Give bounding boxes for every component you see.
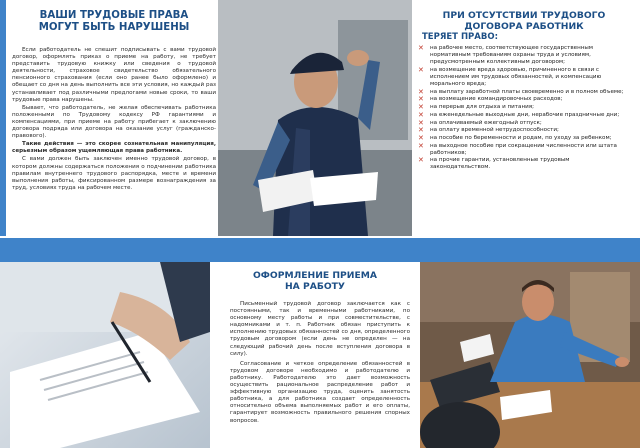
cross-icon: ✕ <box>418 133 424 142</box>
list-item: ✕ на еженедельные выходные дни, нерабочие праздничные дни; <box>418 110 620 119</box>
manager-illustration <box>420 262 640 448</box>
bottom-panel-text <box>230 301 410 425</box>
cross-icon: ✕ <box>418 65 424 74</box>
right-title-line2: ДОГОВОРА РАБОТНИК <box>464 21 584 32</box>
photo-angry-manager <box>420 262 640 448</box>
left-panel-text <box>12 47 216 192</box>
list-item: ✕ на перерыв для отдыха и питания; <box>418 103 534 112</box>
left-paragraph-3: Такие действия — это скорее сознательная манипуляция, серьезным образом ущемляющая права работника. <box>12 141 216 155</box>
left-title-line2: МОГУТ БЫТЬ НАРУШЕНЫ <box>38 22 190 33</box>
list-item: ✕ на оплачиваемый ежегодный отпуск; <box>418 118 542 127</box>
right-title-line1: ПРИ ОТСУТСТВИИ ТРУДОВОГО <box>442 10 606 21</box>
list-item: ✕ на выплату заработной платы своевременно и в полном объеме; <box>418 87 624 96</box>
right-panel-title <box>418 10 630 32</box>
bottom-panel-title <box>212 270 418 292</box>
photo-tired-worker <box>218 0 412 236</box>
right-panel <box>418 8 630 234</box>
list-item: ✕ на возмещение вреда здоровью, причиненного в связи с исполнением им трудовых обязанностей, и компенсацию морального вреда; <box>418 65 602 88</box>
worker-illustration <box>218 0 412 236</box>
cross-icon: ✕ <box>418 118 424 127</box>
cross-icon: ✕ <box>418 103 424 112</box>
bottom-paragraph-2: Согласование и четкое определение обязанностей в трудовом договоре необходимо и работодателю и работнику. Работодателю это дает возможность осуществить рациональное распределение работ и эффективную организацию труда, оценить занятость работника, а для работника создает определенность относительно объема выполняемых работ и его оплаты, гарантирует возможность правильного решения спорных вопросов. <box>230 360 410 424</box>
bottom-panel <box>212 262 418 448</box>
list-item: ✕ на прочие гарантии, установленные трудовым законодательством. <box>418 156 570 171</box>
right-subtitle: ТЕРЯЕТ ПРАВО: <box>422 32 498 42</box>
photo-signing-contract <box>0 262 210 448</box>
list-item: ✕ на оплату временной нетрудоспособности; <box>418 126 559 135</box>
accent-bar-bottom <box>0 238 640 262</box>
accent-bar-top-left <box>0 0 6 236</box>
left-panel-title <box>12 10 216 34</box>
cross-icon: ✕ <box>418 87 424 96</box>
list-item: ✕ на пособие по беременности и родам, по уходу за ребенком; <box>418 133 612 142</box>
cross-icon: ✕ <box>418 126 424 135</box>
list-item: ✕ на рабочее место, соответствующее государственным нормативным требованиям охраны труда и условиям, предусмотренным коллективным договором; <box>418 44 594 66</box>
cross-icon: ✕ <box>418 156 424 165</box>
bottom-title-line1: ОФОРМЛЕНИЕ ПРИЕМА <box>252 270 377 281</box>
bottom-paragraph-1: Письменный трудовой договор заключается как с постоянными, так и временными работниками, по основному месту работы и при совместительстве, с надомниками и т. п. Работник обязан приступить к исполнению трудовых обязанностей со дня, определенного трудовым договором (если день не определен — на следующий рабочий день после вступления договора в силу). <box>230 301 410 357</box>
list-item: ✕ на выходное пособие при сокращении численности или штата работников; <box>418 141 617 156</box>
contract-illustration <box>0 262 210 448</box>
left-title-line1: ВАШИ ТРУДОВЫЕ ПРАВА <box>39 10 189 21</box>
cross-icon: ✕ <box>418 110 424 119</box>
left-panel <box>12 8 216 234</box>
bottom-title-line2: НА РАБОТУ <box>284 281 345 292</box>
cross-icon: ✕ <box>418 141 424 150</box>
cross-icon: ✕ <box>418 44 424 52</box>
left-paragraph-4: С вами должен быть заключен именно трудовой договор, в котором должны содержаться положения о подчинении работника правилам внутреннего трудового распорядка, месте и времени выполнения работы, фиксированном размере вознаграждения за труд, условиях труда на рабочем месте. <box>12 156 216 191</box>
left-paragraph-2: Бывает, что работодатель, не желая обеспечивать работника положенными по Трудовому кодексу РФ гарантиями и компенсациями, при приеме на работу прибегает к заключению договора подряда или договора на оказание услуг (гражданско-правового). <box>12 104 216 140</box>
rights-list <box>418 45 630 172</box>
left-paragraph-1: Если работодатель не спешит подписывать с вами трудовой договор, оформлять приказ о приеме на работу, не требует представить трудовую книжку или сведения о трудовой деятельности, страховое свидетельство обязательного пенсионного страхования (если оно ранее было оформлено) и обещает со дня на день выполнить все эти условия, но каждый раз устанавливает под различными предлогами новые сроки, то ваши трудовые права нарушены. <box>12 47 216 103</box>
list-item: ✕ на возмещение командировочных расходов; <box>418 95 563 104</box>
cross-icon: ✕ <box>418 95 424 104</box>
